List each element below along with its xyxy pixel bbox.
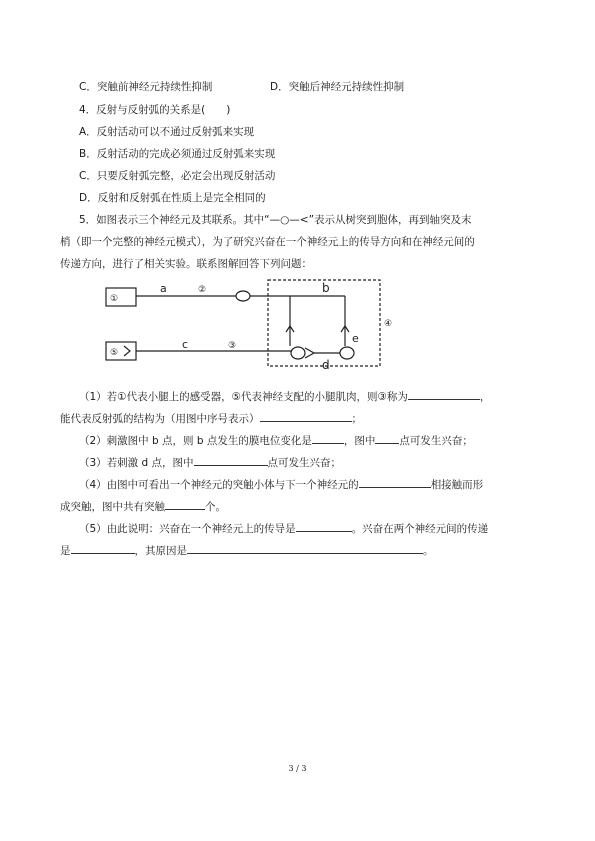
answer-blank-2[interactable]	[260, 410, 352, 422]
q5-intro-line3: 传递方向，进行了相关实验。联系图解回答下列问题：	[60, 258, 312, 270]
answer-blank-10[interactable]	[187, 542, 423, 554]
answer-blank-4[interactable]	[375, 432, 399, 444]
label-3: ③	[228, 341, 237, 351]
q4-option-a: A．反射活动可以不通过反射弧来实现	[79, 126, 255, 138]
answer-blank-6[interactable]	[359, 476, 431, 488]
q5-sub1-line2: 能代表反射弧的结构为（用图中序号表示） ；	[60, 410, 362, 426]
label-a: a	[160, 282, 167, 295]
q5-sub5-line2: 是 ，其原因是 。	[60, 542, 434, 558]
label-c: c	[182, 338, 189, 351]
q4-option-c: C．只要反射弧完整，必定会出现反射活动	[79, 170, 276, 182]
q5-sub2: （2）刺激图中 b 点，则 b 点发生的膜电位变化是 ，图中 点可发生兴奋；	[79, 432, 473, 448]
q5-sub1-line1: （1）若①代表小腿上的感受器，⑤代表神经支配的小腿肌肉，则③称为 ，	[79, 388, 490, 404]
answer-blank-1[interactable]	[408, 388, 480, 400]
label-d: d	[322, 358, 330, 372]
neuron-c-body	[291, 347, 305, 359]
answer-blank-5[interactable]	[194, 454, 268, 466]
neuron-diagram	[100, 276, 400, 376]
q4-stem: 4．反射与反射弧的关系是( )	[79, 104, 231, 116]
neuron-a-body	[236, 291, 250, 301]
answer-blank-3[interactable]	[312, 432, 344, 444]
answer-blank-8[interactable]	[296, 520, 352, 532]
q5-sub3: （3）若刺激 d 点，图中 点可发生兴奋；	[79, 454, 341, 470]
q5-sub4-line1: （4）由图中可看出一个神经元的突触小体与下一个神经元的 相接触而形	[79, 476, 483, 492]
page-number: 3 / 3	[288, 764, 307, 773]
q3-option-d: D．突触后神经元持续性抑制	[270, 81, 405, 93]
q5-intro-line2: 梢（即一个完整的神经元模式），为了研究兴奋在一个神经元上的传导方向和在神经元间的	[60, 236, 475, 248]
label-5: ⑤	[110, 348, 119, 358]
label-1: ①	[110, 294, 119, 304]
q5-intro-line1: 5．如图表示三个神经元及其联系。其中“—○—<”表示从树突到胞体，再到轴突及末	[79, 214, 472, 226]
answer-blank-9[interactable]	[71, 542, 135, 554]
label-e: e	[352, 332, 359, 345]
q5-sub4-line2: 成突触，图中共有突触 个。	[60, 498, 226, 514]
label-4: ④	[384, 319, 393, 329]
answer-blank-7[interactable]	[165, 498, 205, 510]
q5-sub5-line1: （5）由此说明：兴奋在一个神经元上的传导是 。兴奋在两个神经元间的传递	[79, 520, 488, 536]
q4-option-b: B．反射活动的完成必须通过反射弧来实现	[79, 148, 276, 160]
q3-option-c: C．突触前神经元持续性抑制	[79, 81, 213, 93]
neuron-d-body	[340, 347, 354, 359]
q4-option-d: D．反射和反射弧在性质上是完全相同的	[79, 192, 266, 204]
label-2: ②	[198, 285, 207, 295]
label-b: b	[322, 281, 330, 295]
